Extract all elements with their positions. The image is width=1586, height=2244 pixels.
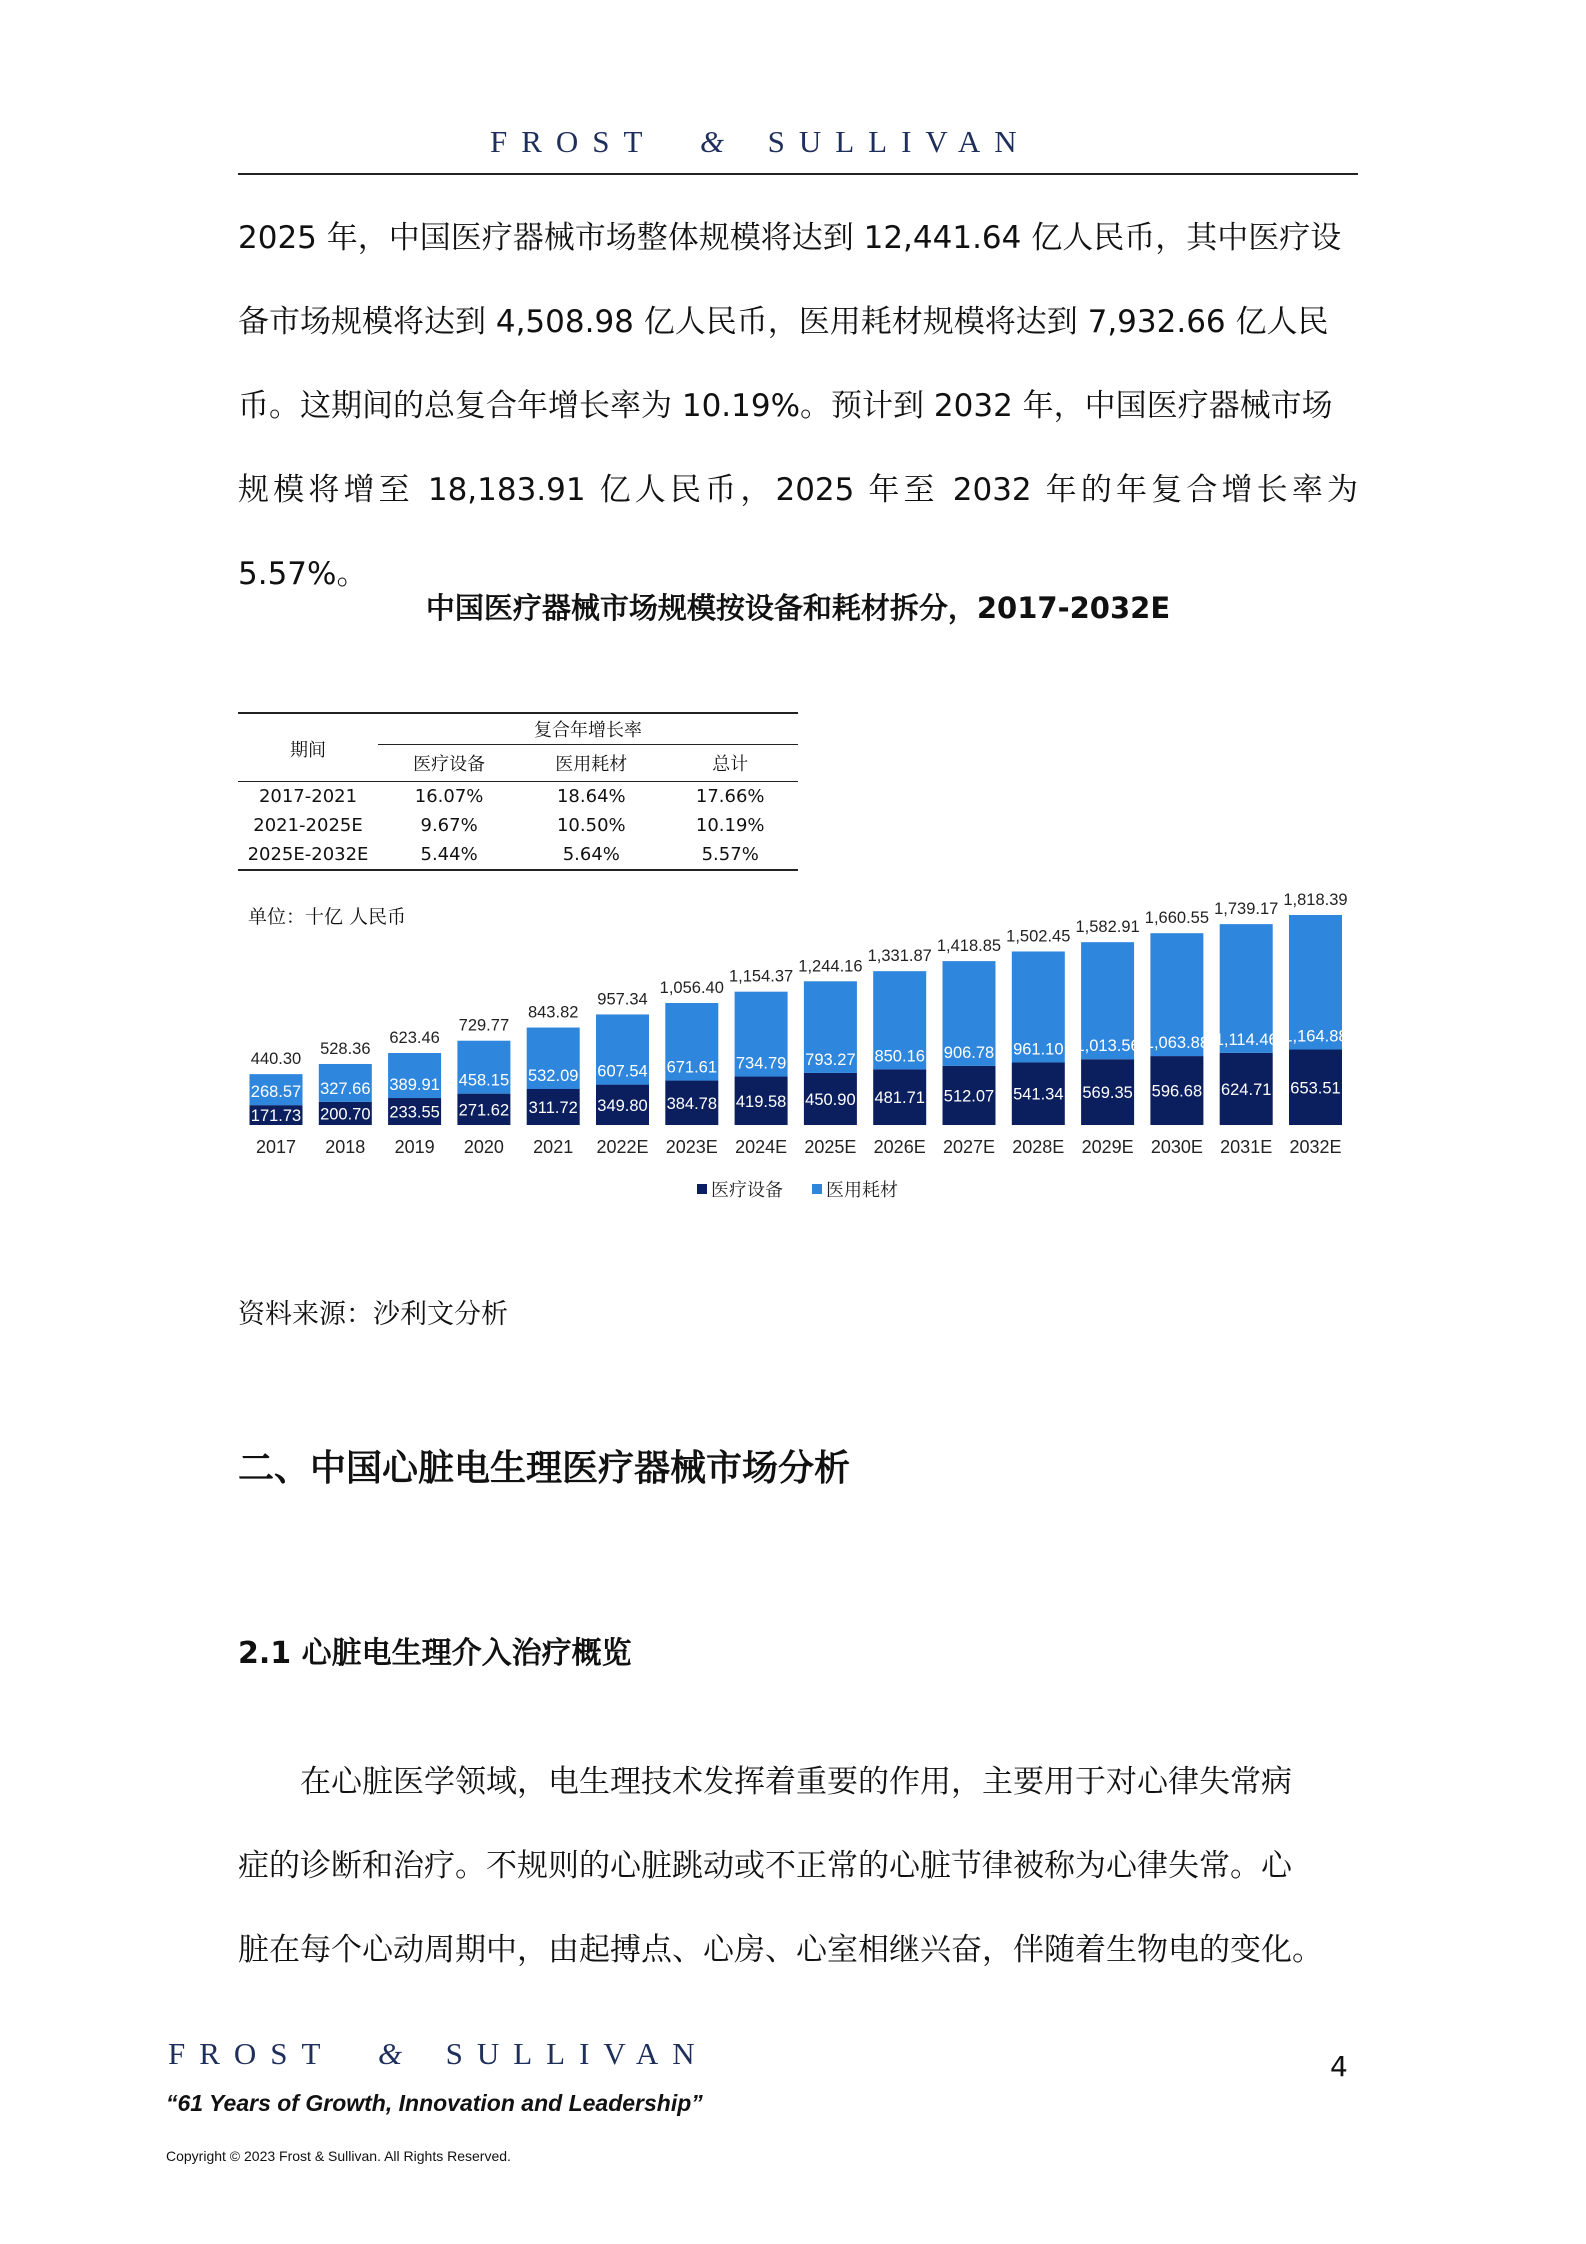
data-label-equipment: 450.90: [805, 1090, 856, 1109]
x-tick-label: 2020: [463, 1137, 504, 1157]
legend-swatch-equipment: [697, 1184, 707, 1194]
data-label-consumables: 268.57: [250, 1083, 302, 1102]
data-label-equipment: 171.73: [250, 1107, 302, 1126]
value-cell: 5.64%: [562, 844, 620, 865]
data-label-consumables: 1,114.46: [1214, 1030, 1278, 1049]
brand-sullivan: SULLIVAN: [767, 124, 1031, 159]
x-tick-label: 2018: [325, 1137, 366, 1157]
body-line: 症的诊断和治疗。不规则的心脏跳动或不正常的心脏节律被称为心律失常。心: [238, 1848, 1292, 1884]
data-label-total: 1,502.45: [1006, 927, 1071, 946]
value-cell: 5.44%: [420, 844, 478, 865]
data-label-equipment: 512.07: [943, 1087, 995, 1106]
data-label-equipment: 624.71: [1220, 1080, 1272, 1099]
x-tick-label: 2028E: [1012, 1137, 1065, 1157]
x-tick-label: 2017: [255, 1137, 297, 1157]
data-label-consumables: 793.27: [805, 1050, 856, 1069]
brand-frost: FROST: [168, 2036, 335, 2071]
data-label-consumables: 532.09: [527, 1066, 579, 1085]
unit-label: 单位：十亿 人民币: [248, 906, 407, 928]
x-tick-label: 2027E: [942, 1137, 996, 1157]
data-label-total: 1,056.40: [659, 978, 724, 997]
brand-ampersand: &: [699, 124, 725, 159]
data-label-total: 1,331.87: [867, 947, 932, 966]
section-heading: 二、中国心脏电生理医疗器械市场分析: [238, 1448, 851, 1489]
data-label-equipment: 653.51: [1290, 1079, 1341, 1098]
data-label-consumables: 850.16: [874, 1047, 925, 1066]
period-cell: 2021-2025E: [253, 815, 363, 836]
brand-ampersand: &: [377, 2036, 403, 2071]
body-line: 在心脏医学领域，电生理技术发挥着重要的作用，主要用于对心律失常病: [300, 1764, 1292, 1800]
data-label-consumables: 458.15: [458, 1071, 510, 1090]
value-cell: 17.66%: [695, 786, 765, 807]
data-label-consumables: 389.91: [389, 1076, 440, 1095]
data-label-total: 1,154.37: [728, 967, 794, 986]
data-label-equipment: 311.72: [528, 1098, 578, 1117]
body-line: 脏在每个心动周期中，由起搏点、心房、心室相继兴奋，伴随着生物电的变化。: [238, 1932, 1323, 1968]
brand-sullivan: SULLIVAN: [445, 2036, 709, 2071]
data-label-consumables: 961.10: [1013, 1040, 1064, 1059]
data-label-consumables: 1,063.88: [1144, 1034, 1210, 1053]
data-label-equipment: 200.70: [320, 1105, 371, 1124]
data-label-consumables: 734.79: [735, 1054, 787, 1073]
data-label-consumables: 1,013.56: [1075, 1037, 1140, 1056]
period-cell: 2017-2021: [258, 786, 358, 807]
data-label-equipment: 596.68: [1151, 1082, 1203, 1101]
data-label-total: 623.46: [389, 1028, 440, 1047]
source-note: 资料来源：沙利文分析: [238, 1299, 508, 1330]
chart-title: 中国医疗器械市场规模按设备和耗材拆分，2017-2032E: [425, 591, 1171, 625]
data-label-total: 1,582.91: [1075, 918, 1140, 937]
x-tick-label: 2026E: [873, 1137, 926, 1157]
value-cell: 10.19%: [695, 815, 765, 836]
copyright-notice: Copyright © 2023 Frost & Sullivan. All Rights Reserved.: [166, 2148, 511, 2164]
x-tick-label: 2032E: [1289, 1137, 1342, 1157]
x-tick-label: 2031E: [1220, 1137, 1273, 1157]
intro-line: 2025 年，中国医疗器械市场整体规模将达到 12,441.64 亿人民币，其中医疗设: [238, 220, 1342, 256]
data-label-consumables: 906.78: [943, 1043, 995, 1062]
col-header-consumables: 医用耗材: [555, 754, 628, 775]
x-tick-label: 2024E: [735, 1137, 788, 1157]
page-number: 4: [1330, 2050, 1348, 2083]
col-header-total: 总计: [712, 754, 749, 775]
legend-swatch-consumables: [812, 1184, 822, 1194]
data-label-equipment: 569.35: [1082, 1084, 1133, 1103]
data-label-equipment: 384.78: [666, 1094, 718, 1113]
value-cell: 18.64%: [556, 786, 626, 807]
x-tick-label: 2023E: [665, 1137, 718, 1157]
data-label-consumables: 327.66: [320, 1079, 371, 1098]
x-tick-label: 2030E: [1150, 1137, 1203, 1157]
data-label-consumables: 671.61: [666, 1058, 718, 1077]
x-tick-label: 2021: [533, 1137, 574, 1157]
data-label-consumables: 1,164.88: [1283, 1027, 1348, 1046]
footer-brand-logo: [168, 2036, 709, 2072]
body-paragraph: [238, 1740, 1358, 1824]
cagr-group-header: 复合年增长率: [378, 713, 798, 745]
data-label-total: 1,818.39: [1283, 890, 1348, 909]
intro-line: 规模将增至 18,183.91 亿人民币，2025 年至 2032 年的年复合增长率为 5.57%。: [238, 472, 1358, 592]
x-tick-label: 2019: [394, 1137, 435, 1157]
data-label-total: 440.30: [250, 1050, 302, 1069]
period-header: 期间: [290, 739, 326, 761]
intro-line: 备市场规模将达到 4,508.98 亿人民币，医用耗材规模将达到 7,932.66 亿人民: [238, 304, 1329, 340]
legend-label-consumables: 医用耗材: [826, 1180, 898, 1200]
col-header-equipment: 医疗设备: [413, 754, 486, 775]
data-label-total: 528.36: [320, 1039, 371, 1058]
x-tick-label: 2029E: [1081, 1137, 1134, 1157]
intro-line: 币。这期间的总复合年增长率为 10.19%。预计到 2032 年，中国医疗器械市场: [238, 388, 1333, 424]
data-label-equipment: 481.71: [874, 1089, 925, 1108]
data-label-total: 1,418.85: [936, 937, 1002, 956]
value-cell: 9.67%: [420, 815, 478, 836]
data-label-equipment: 419.58: [735, 1092, 787, 1111]
data-label-total: 1,660.55: [1144, 909, 1210, 928]
data-label-total: 957.34: [597, 990, 648, 1009]
period-cell: 2025E-2032E: [247, 844, 369, 865]
subsection-heading: 2.1 心脏电生理介入治疗概览: [238, 1636, 632, 1671]
brand-frost: FROST: [490, 124, 657, 159]
value-cell: 10.50%: [556, 815, 626, 836]
legend-label-equipment: 医疗设备: [711, 1180, 783, 1200]
data-label-total: 729.77: [458, 1016, 510, 1035]
x-tick-label: 2022E: [596, 1137, 649, 1157]
data-label-total: 1,739.17: [1214, 900, 1279, 919]
value-cell: 16.07%: [414, 786, 484, 807]
body-paragraph-cont: [238, 1824, 1358, 1992]
x-tick-label: 2025E: [804, 1137, 857, 1157]
data-label-equipment: 233.55: [389, 1103, 440, 1122]
data-label-total: 1,244.16: [798, 957, 863, 976]
footer-tagline: “61 Years of Growth, Innovation and Leadership”: [166, 2090, 703, 2116]
value-cell: 5.57%: [701, 844, 759, 865]
data-label-equipment: 271.62: [458, 1101, 510, 1120]
data-label-equipment: 541.34: [1013, 1085, 1064, 1104]
data-label-consumables: 607.54: [597, 1062, 648, 1081]
data-label-total: 843.82: [527, 1003, 579, 1022]
data-label-equipment: 349.80: [597, 1096, 648, 1115]
